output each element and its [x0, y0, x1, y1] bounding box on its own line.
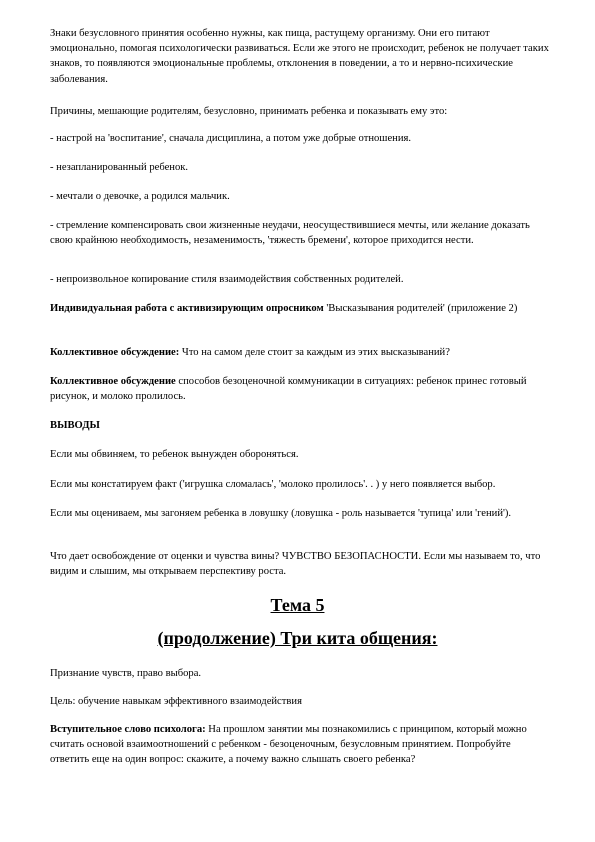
list-item: - непроизвольное копирование стиля взаимодействия собственных родителей. — [50, 274, 404, 285]
paragraph-subtitle: Признание чувств, право выбора. — [50, 668, 202, 679]
topic-subheading: (продолжение) Три кита общения: — [157, 628, 438, 648]
paragraph-text: Что на самом деле стоит за каждым из этих высказываний? — [179, 347, 450, 358]
conclusion-item: Если мы оцениваем, мы загоняем ребенка в ловушку (ловушка - роль называется 'тупица' или 'гений'). — [50, 508, 512, 519]
bold-lead: Индивидуальная работа с активизирующим опросником — [50, 303, 324, 314]
bold-lead: Коллективное обсуждение: — [50, 347, 180, 358]
paragraph-text: На прошлом занятии мы познакомились с принципом, который можно считать основой взаимоотношений с ребенком - безоценочным, безусловным принятием. Попробуйте ответить еще на один вопрос: скажите, а почему важно слышать своего ребенка? — [50, 724, 527, 766]
conclusion-item: Что дает освобождение от оценки и чувства вины? ЧУВСТВО БЕЗОПАСНОСТИ. Если мы называем то, что видим и слышим, мы открываем перспективу роста. — [50, 551, 541, 578]
paragraph-individual-work — [50, 301, 550, 316]
paragraph-goal: Цель: обучение навыкам эффективного взаимодействия — [50, 696, 302, 707]
bold-lead: Вступительное слово психолога: — [50, 724, 206, 735]
bold-lead: Коллективное обсуждение — [50, 376, 176, 387]
paragraph-reasons: Причины, мешающие родителям, безусловно, принимать ребенка и показывать ему это: — [50, 106, 448, 117]
conclusion-item: Если мы обвиняем, то ребенок вынужден обороняться. — [50, 449, 299, 460]
paragraph-text: способов безоценочной коммуникации в ситуациях: ребенок принес готовый рисунок, и молоко пролилось. — [50, 376, 527, 403]
conclusion-item: Если мы констатируем факт ('игрушка сломалась', 'молоко пролилось'. . ) у него появляется выбор. — [50, 479, 496, 490]
conclusions-heading: ВЫВОДЫ — [50, 420, 100, 431]
paragraph-discussion-2 — [50, 374, 550, 404]
list-item: - мечтали о девочке, а родился мальчик. — [50, 191, 230, 202]
paragraph-discussion-1 — [50, 345, 550, 360]
paragraph-intro: Знаки безусловного принятия особенно нужны, как пища, растущему организму. Они его питают эмоционально, помогая психологически развиваться. Если же этого не происходит, ребенок не получает таких знаков, то появляются эмоциональные проблемы, отклонения в поведении, а то и нервно-психические заболевания. — [50, 28, 549, 85]
list-item: - настрой на 'воспитание', сначала дисциплина, а потом уже добрые отношения. — [50, 133, 412, 144]
topic-heading: Тема 5 — [270, 595, 325, 615]
list-item: - стремление компенсировать свои жизненные неудачи, неосуществившиеся мечты, или желание доказать свою крайнюю необходимость, незаменимость, 'тяжесть бремени', которое приходится нести. — [50, 220, 530, 247]
paragraph-text: 'Высказывания родителей' (приложение 2) — [323, 303, 518, 314]
paragraph-opening-speech — [50, 722, 550, 768]
list-item: - незапланированный ребенок. — [50, 162, 189, 173]
